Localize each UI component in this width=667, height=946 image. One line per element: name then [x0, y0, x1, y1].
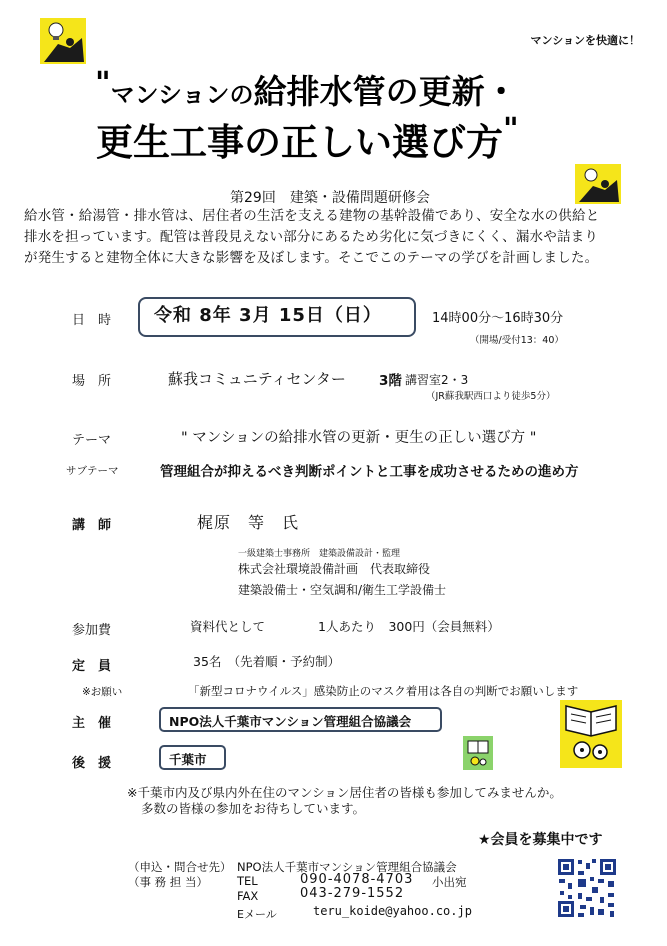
venue-floor: 3階: [379, 373, 402, 389]
support-label: 後 援: [72, 756, 112, 771]
venue-room: 講習室2・3: [405, 373, 469, 387]
request-label: ※お願い: [82, 686, 123, 698]
invite-line2: 多数の皆様の参加をお待ちしています。: [141, 801, 366, 816]
page-title-line2: 更生工事の正しい選び方": [96, 112, 519, 164]
lecturer-label: 講 師: [72, 518, 112, 533]
qr-code-icon: [556, 857, 618, 919]
subtheme-label: サブテーマ: [66, 465, 119, 477]
fax-number: 043-279-1552: [300, 886, 405, 901]
fax-label: FAX: [237, 889, 259, 903]
reading-person-small-icon: [463, 736, 493, 770]
date-label: 日 時: [72, 313, 112, 328]
contact-org: NPO法人千葉市マンション管理組合協議会: [237, 860, 457, 874]
tagline: マンションを快適に！: [530, 34, 640, 47]
tel-label: TEL: [237, 874, 258, 888]
tel-number: 090-4078-4703: [300, 872, 414, 887]
contact-label: （申込・問合せ先）: [128, 860, 232, 874]
venue-name: 蘇我コミュニティセンター: [168, 370, 346, 388]
seminar-name: 第29回 建築・設備問題研修会: [230, 190, 430, 206]
fee-desc: 資料代として: [190, 619, 266, 634]
theme-text: " マンションの給排水管の更新・更生の正しい選び方 ": [181, 430, 537, 446]
email-label: Eメール: [237, 908, 277, 921]
time-range: 14時00分～16時30分: [432, 311, 564, 326]
support-box: 千葉市: [159, 745, 226, 770]
lecturer-affil2: 株式会社環境設備計画 代表取締役: [238, 562, 431, 576]
fee-label: 参加費: [72, 623, 112, 638]
reading-person-large-icon: [560, 700, 622, 768]
intro-text: 給水管・給湯管・排水管は、居住者の生活を支える建物の基幹設備であり、安全な水の供給と 排水を担っています。配管は普段見えない部分にあるため劣化に気づきにくく、漏水や詰まり が発生すると建物全体に大きな影響を及ぼします。そこでこのテーマの学びを計画しました。: [24, 208, 600, 266]
fee-amount: 1人あたり 300円（会員無料）: [318, 619, 500, 634]
tel-person: 小出宛: [432, 875, 467, 889]
mansion-logo-icon: [40, 18, 86, 64]
subtheme-text: 管理組合が抑えるべき判断ポイントと工事を成功させるための進め方: [160, 464, 579, 480]
organizer-box: NPO法人千葉市マンション管理組合協議会: [159, 707, 442, 732]
theme-label: テーマ: [72, 433, 112, 448]
capacity-value: 35名 （先着順・予約制）: [193, 654, 341, 669]
lecturer-affil1: 一級建築士事務所 建築設備設計・監理: [238, 549, 401, 559]
open-time: （開場/受付13：40）: [470, 335, 564, 346]
page-title-line1: "マンションの給排水管の更新・: [95, 66, 518, 111]
contact-staff-label: （事 務 担 当）: [128, 875, 208, 889]
request-text: 「新型コロナウイルス」感染防止のマスク着用は各自の判断でお願いします: [188, 684, 579, 698]
email-address: teru_koide@yahoo.co.jp: [313, 904, 472, 918]
invite-line1: ※千葉市内及び県内外在住のマンション居住者の皆様も参加してみませんか。: [127, 785, 562, 800]
capacity-label: 定 員: [72, 659, 112, 674]
mansion-logo-icon-right: [575, 164, 621, 204]
organizer-label: 主 催: [72, 716, 112, 731]
lecturer-name: 梶原 等 氏: [197, 513, 300, 532]
venue-label: 場 所: [72, 374, 112, 389]
member-recruit: ★会員を募集中です: [478, 832, 603, 848]
date-box: 令和 8年 3月 15日（日）: [138, 297, 416, 337]
venue-access: （JR蘇我駅西口より徒歩5分）: [426, 391, 556, 402]
lecturer-affil3: 建築設備士・空気調和/衛生工学設備士: [238, 583, 447, 597]
